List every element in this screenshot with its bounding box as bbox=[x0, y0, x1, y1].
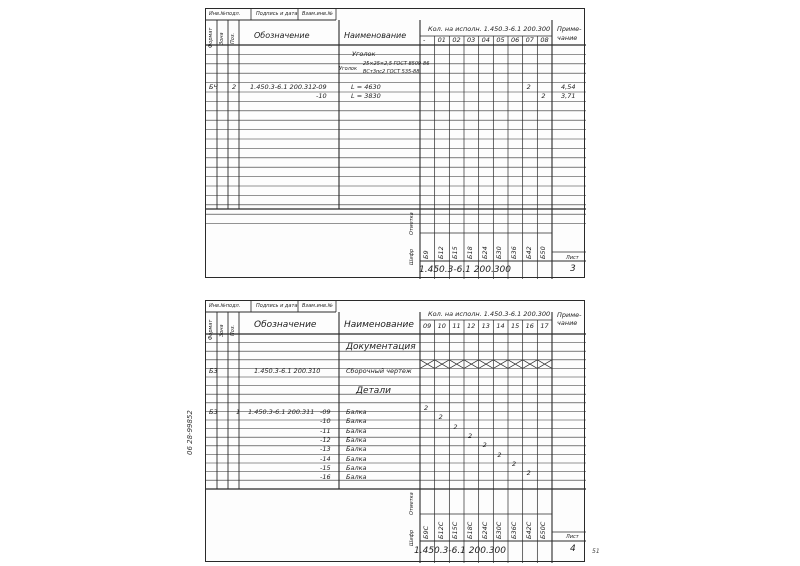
row-qty: 2 bbox=[541, 92, 546, 101]
part-name: Балка bbox=[346, 426, 367, 435]
col-primechanie-2: чание bbox=[557, 34, 578, 42]
part-name: Балка bbox=[346, 417, 367, 426]
exec-col-label: 03 bbox=[467, 36, 476, 44]
stamp-podpis-data: Подпись и дата bbox=[256, 11, 298, 17]
stamp-inv-podl-2: Инв.№подл. bbox=[209, 303, 241, 309]
kol-header: Кол. на исполн. 1.450.3-6.1 200.300 bbox=[428, 25, 551, 33]
exec-col-label: 05 bbox=[496, 36, 505, 44]
col-oboznachenie-2: Обозначение bbox=[254, 320, 317, 330]
sheet-number-2: 4 bbox=[570, 544, 576, 554]
exec-col-label: 06 bbox=[511, 36, 520, 44]
mark-label: Б42С bbox=[524, 521, 533, 539]
part-name: Балка bbox=[346, 445, 367, 454]
stamp-vzam-inv-2: Взам.инв.№ bbox=[302, 303, 333, 309]
row-qty: 2 bbox=[526, 83, 531, 91]
row-poz: 2 bbox=[232, 83, 237, 91]
col-poz-2: Поз. bbox=[230, 324, 236, 336]
list-label-2: Лист bbox=[566, 534, 579, 540]
part-name: Балка bbox=[346, 463, 367, 472]
exec-col-label: 12 bbox=[467, 322, 476, 330]
mark-label: Б15 bbox=[451, 246, 460, 259]
spec-sheet-4 bbox=[205, 300, 585, 562]
stamp-inv-podl: Инв.№подл. bbox=[209, 11, 241, 17]
exec-col-label: 14 bbox=[496, 322, 505, 330]
col-format-2: Формат bbox=[208, 319, 214, 340]
spec-sheet-3 bbox=[205, 8, 585, 278]
col-format: Формат bbox=[208, 27, 214, 48]
part-qty: 2 bbox=[497, 450, 502, 459]
mark-label: Б50С bbox=[539, 521, 548, 539]
exec-col-label: 09 bbox=[423, 322, 432, 330]
mark-label: Б24 bbox=[480, 246, 489, 259]
list-label: Лист bbox=[566, 255, 579, 261]
row-format: БЧ bbox=[209, 83, 218, 91]
row-note: 3,71 bbox=[561, 92, 576, 101]
exec-col-label: 02 bbox=[452, 36, 461, 44]
exec-col-label: 10 bbox=[437, 322, 446, 330]
col-primechanie-2-2: чание bbox=[557, 319, 578, 327]
kol-header-2: Кол. на исполн. 1.450.3-6.1 200.300 bbox=[428, 310, 551, 318]
col-naimenovanie: Наименование bbox=[344, 31, 407, 40]
stamp-otmetka-2: Отметка bbox=[409, 492, 415, 515]
part-suffix: -14 bbox=[320, 454, 331, 463]
col-oboznachenie: Обозначение bbox=[254, 31, 310, 40]
parts-section: Детали bbox=[356, 386, 391, 396]
mark-label: Б18С bbox=[466, 521, 474, 539]
exec-col-label: 13 bbox=[481, 322, 490, 330]
exec-col-label: - bbox=[423, 36, 426, 44]
section-title: Уголок bbox=[352, 50, 376, 58]
material-line-1: 25×25×2,5 ГОСТ 8509-86 bbox=[363, 61, 430, 67]
part-suffix: -12 bbox=[320, 435, 331, 444]
sheet-number: 3 bbox=[570, 264, 576, 274]
row-suffix: -10 bbox=[316, 92, 327, 101]
part-qty: 2 bbox=[453, 422, 458, 431]
material-label: Уголок bbox=[339, 66, 358, 72]
col-zona: Зона bbox=[219, 32, 225, 45]
mark-label: Б42 bbox=[524, 246, 533, 259]
part-suffix: -16 bbox=[320, 473, 331, 482]
row-note: 4,54 bbox=[561, 83, 576, 91]
part-suffix: -15 bbox=[320, 463, 331, 472]
assembly-name: Сборочный чертеж bbox=[346, 367, 412, 375]
part-qty: 2 bbox=[424, 404, 429, 412]
part-qty: 2 bbox=[526, 469, 531, 478]
part-name: Балка bbox=[346, 408, 367, 416]
part-qty: 2 bbox=[512, 459, 517, 468]
part-qty: 2 bbox=[438, 413, 443, 422]
mark-label: Б24С bbox=[480, 521, 489, 539]
col-poz: Поз. bbox=[230, 32, 236, 44]
part-name: Балка bbox=[346, 473, 367, 482]
part-name: Балка bbox=[346, 454, 367, 463]
mark-label: Б12С bbox=[436, 521, 445, 539]
row-designation: 1.450.3-6.1 200.312 bbox=[250, 83, 317, 91]
part-qty: 2 bbox=[468, 431, 473, 440]
part-name: Балка bbox=[346, 435, 367, 444]
row-suffix: -09 bbox=[316, 83, 327, 91]
exec-col-label: 08 bbox=[540, 36, 549, 44]
part-suffix: -11 bbox=[320, 426, 331, 435]
mark-label: Б15С bbox=[451, 521, 460, 539]
row-name: L = 4630 bbox=[351, 83, 381, 91]
corner-mark: 51 bbox=[592, 548, 600, 555]
col-primechanie-2-1: Приме- bbox=[557, 311, 582, 319]
parts-poz: 1 bbox=[236, 408, 241, 416]
margin-note: 06 28-99852 bbox=[186, 410, 194, 455]
mark-label: Б30С bbox=[495, 521, 504, 539]
doc-number: 1.450.3-6.1 200.300 bbox=[419, 265, 511, 275]
mark-label: Б50 bbox=[539, 246, 548, 259]
stamp-shifr-2: Шифр bbox=[409, 529, 415, 546]
part-suffix: -10 bbox=[320, 417, 331, 426]
mark-label: Б30 bbox=[495, 246, 504, 259]
col-zona-2: Зона bbox=[219, 324, 225, 337]
doc-section: Документация bbox=[346, 342, 416, 352]
stamp-podpis-data-2: Подпись и дата bbox=[256, 303, 298, 309]
part-suffix: -09 bbox=[320, 408, 331, 416]
exec-col-label: 16 bbox=[525, 322, 534, 330]
mark-label: Б18 bbox=[466, 246, 474, 259]
exec-col-label: 07 bbox=[525, 36, 534, 44]
col-primechanie-1: Приме- bbox=[557, 25, 582, 33]
mark-label: Б9С bbox=[422, 525, 430, 539]
mark-label: Б36С bbox=[510, 521, 518, 539]
exec-col-label: 04 bbox=[481, 36, 490, 44]
doc-number-2: 1.450.3-6.1 200.300 bbox=[414, 546, 506, 556]
col-naimenovanie-2: Наименование bbox=[344, 320, 414, 330]
parts-format: Б3 bbox=[209, 408, 218, 416]
sheet-3-grid bbox=[206, 9, 586, 279]
mark-label: Б9 bbox=[422, 250, 430, 259]
mark-label: Б36 bbox=[510, 246, 518, 259]
row-name: L = 3830 bbox=[351, 92, 381, 101]
stamp-otmetka: Отметка bbox=[409, 212, 415, 235]
part-qty: 2 bbox=[482, 441, 487, 450]
exec-col-label: 15 bbox=[511, 322, 520, 330]
part-suffix: -13 bbox=[320, 445, 331, 454]
stamp-shifr: Шифр bbox=[409, 248, 415, 265]
exec-col-label: 11 bbox=[452, 322, 461, 330]
exec-col-label: 01 bbox=[437, 36, 446, 44]
exec-col-label: 17 bbox=[540, 322, 549, 330]
mark-label: Б12 bbox=[436, 246, 445, 259]
material-line-2: ВСт3пс2 ГОСТ 535-88 bbox=[363, 69, 420, 75]
parts-base-designation: 1.450.3-6.1 200.311 bbox=[248, 408, 315, 416]
stamp-vzam-inv: Взам.инв.№ bbox=[302, 11, 333, 17]
assembly-format: Б3 bbox=[209, 367, 218, 375]
assembly-designation: 1.450.3-6.1 200.310 bbox=[254, 367, 321, 375]
